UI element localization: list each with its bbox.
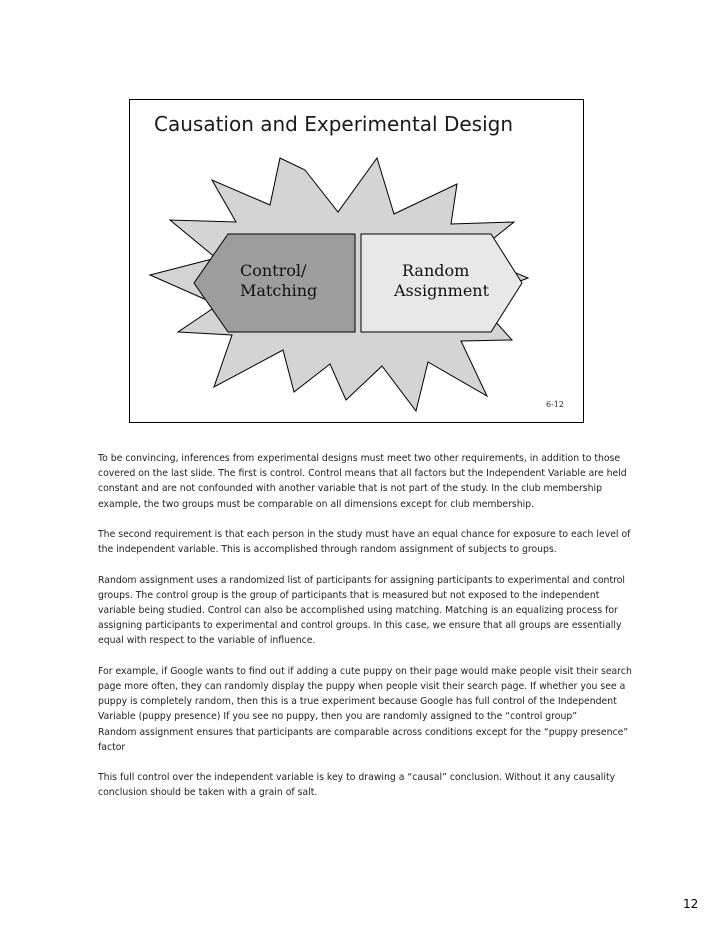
control-label-line2: Matching [240,281,318,300]
random-label-line2: Assignment [394,281,490,300]
random-label-line1: Random [402,261,470,280]
control-matching-label [240,261,317,301]
paragraph-puppy-presence: Random assignment ensures that participants are comparable across conditions except for the “puppy presence” factor [98,726,629,753]
notes-text [98,451,633,816]
slide-number: 6-12 [546,400,564,409]
random-assignment-label [394,261,489,301]
paragraph-random-assignment: Random assignment uses a randomized list of participants for assigning participants to experimental and control groups. The control group is the group of participants that is measured but not exposed to the independent variable being studied. Control can also be accomplished using matching. Matching is an equalizing process for assigning participants to experimental and control groups. In this case, we ensure that all groups are essentially equal with respect to the variable of influence. [98,574,625,647]
slide-title: Causation and Experimental Design [154,112,514,136]
page-number: 12 [683,897,699,911]
paragraph-google-example: For example, if Google wants to find out if adding a cute puppy on their page would make people visit their search page more often, they can randomly display the puppy when people visit their search page. If whether you see a puppy is completely random, then this is a true experiment because Google has full control of the Independent Variable (puppy presence) If you see no puppy, then you are randomly assigned to the “control group” [98,665,632,723]
slide [129,99,584,423]
starburst-diagram [130,100,583,422]
control-label-line1: Control/ [240,261,307,280]
paragraph-equal-chance: The second requirement is that each person in the study must have an equal chance for exposure to each level of the independent variable. This is accomplished through random assignment of subjects to groups. [98,529,631,556]
paragraph-causal-conclusion: This full control over the independent variable is key to drawing a “causal” conclusion. Without it any causality conclusion should be taken with a grain of salt. [98,772,616,799]
paragraph-control: To be convincing, inferences from experimental designs must meet two other requirements, in addition to those covered on the last slide. The first is control. Control means that all factors but the Independent Variable are held constant and are not confounded with another variable that is not part of the study. In the club membership example, the two groups must be comparable on all dimensions except for club membership. [98,453,627,510]
